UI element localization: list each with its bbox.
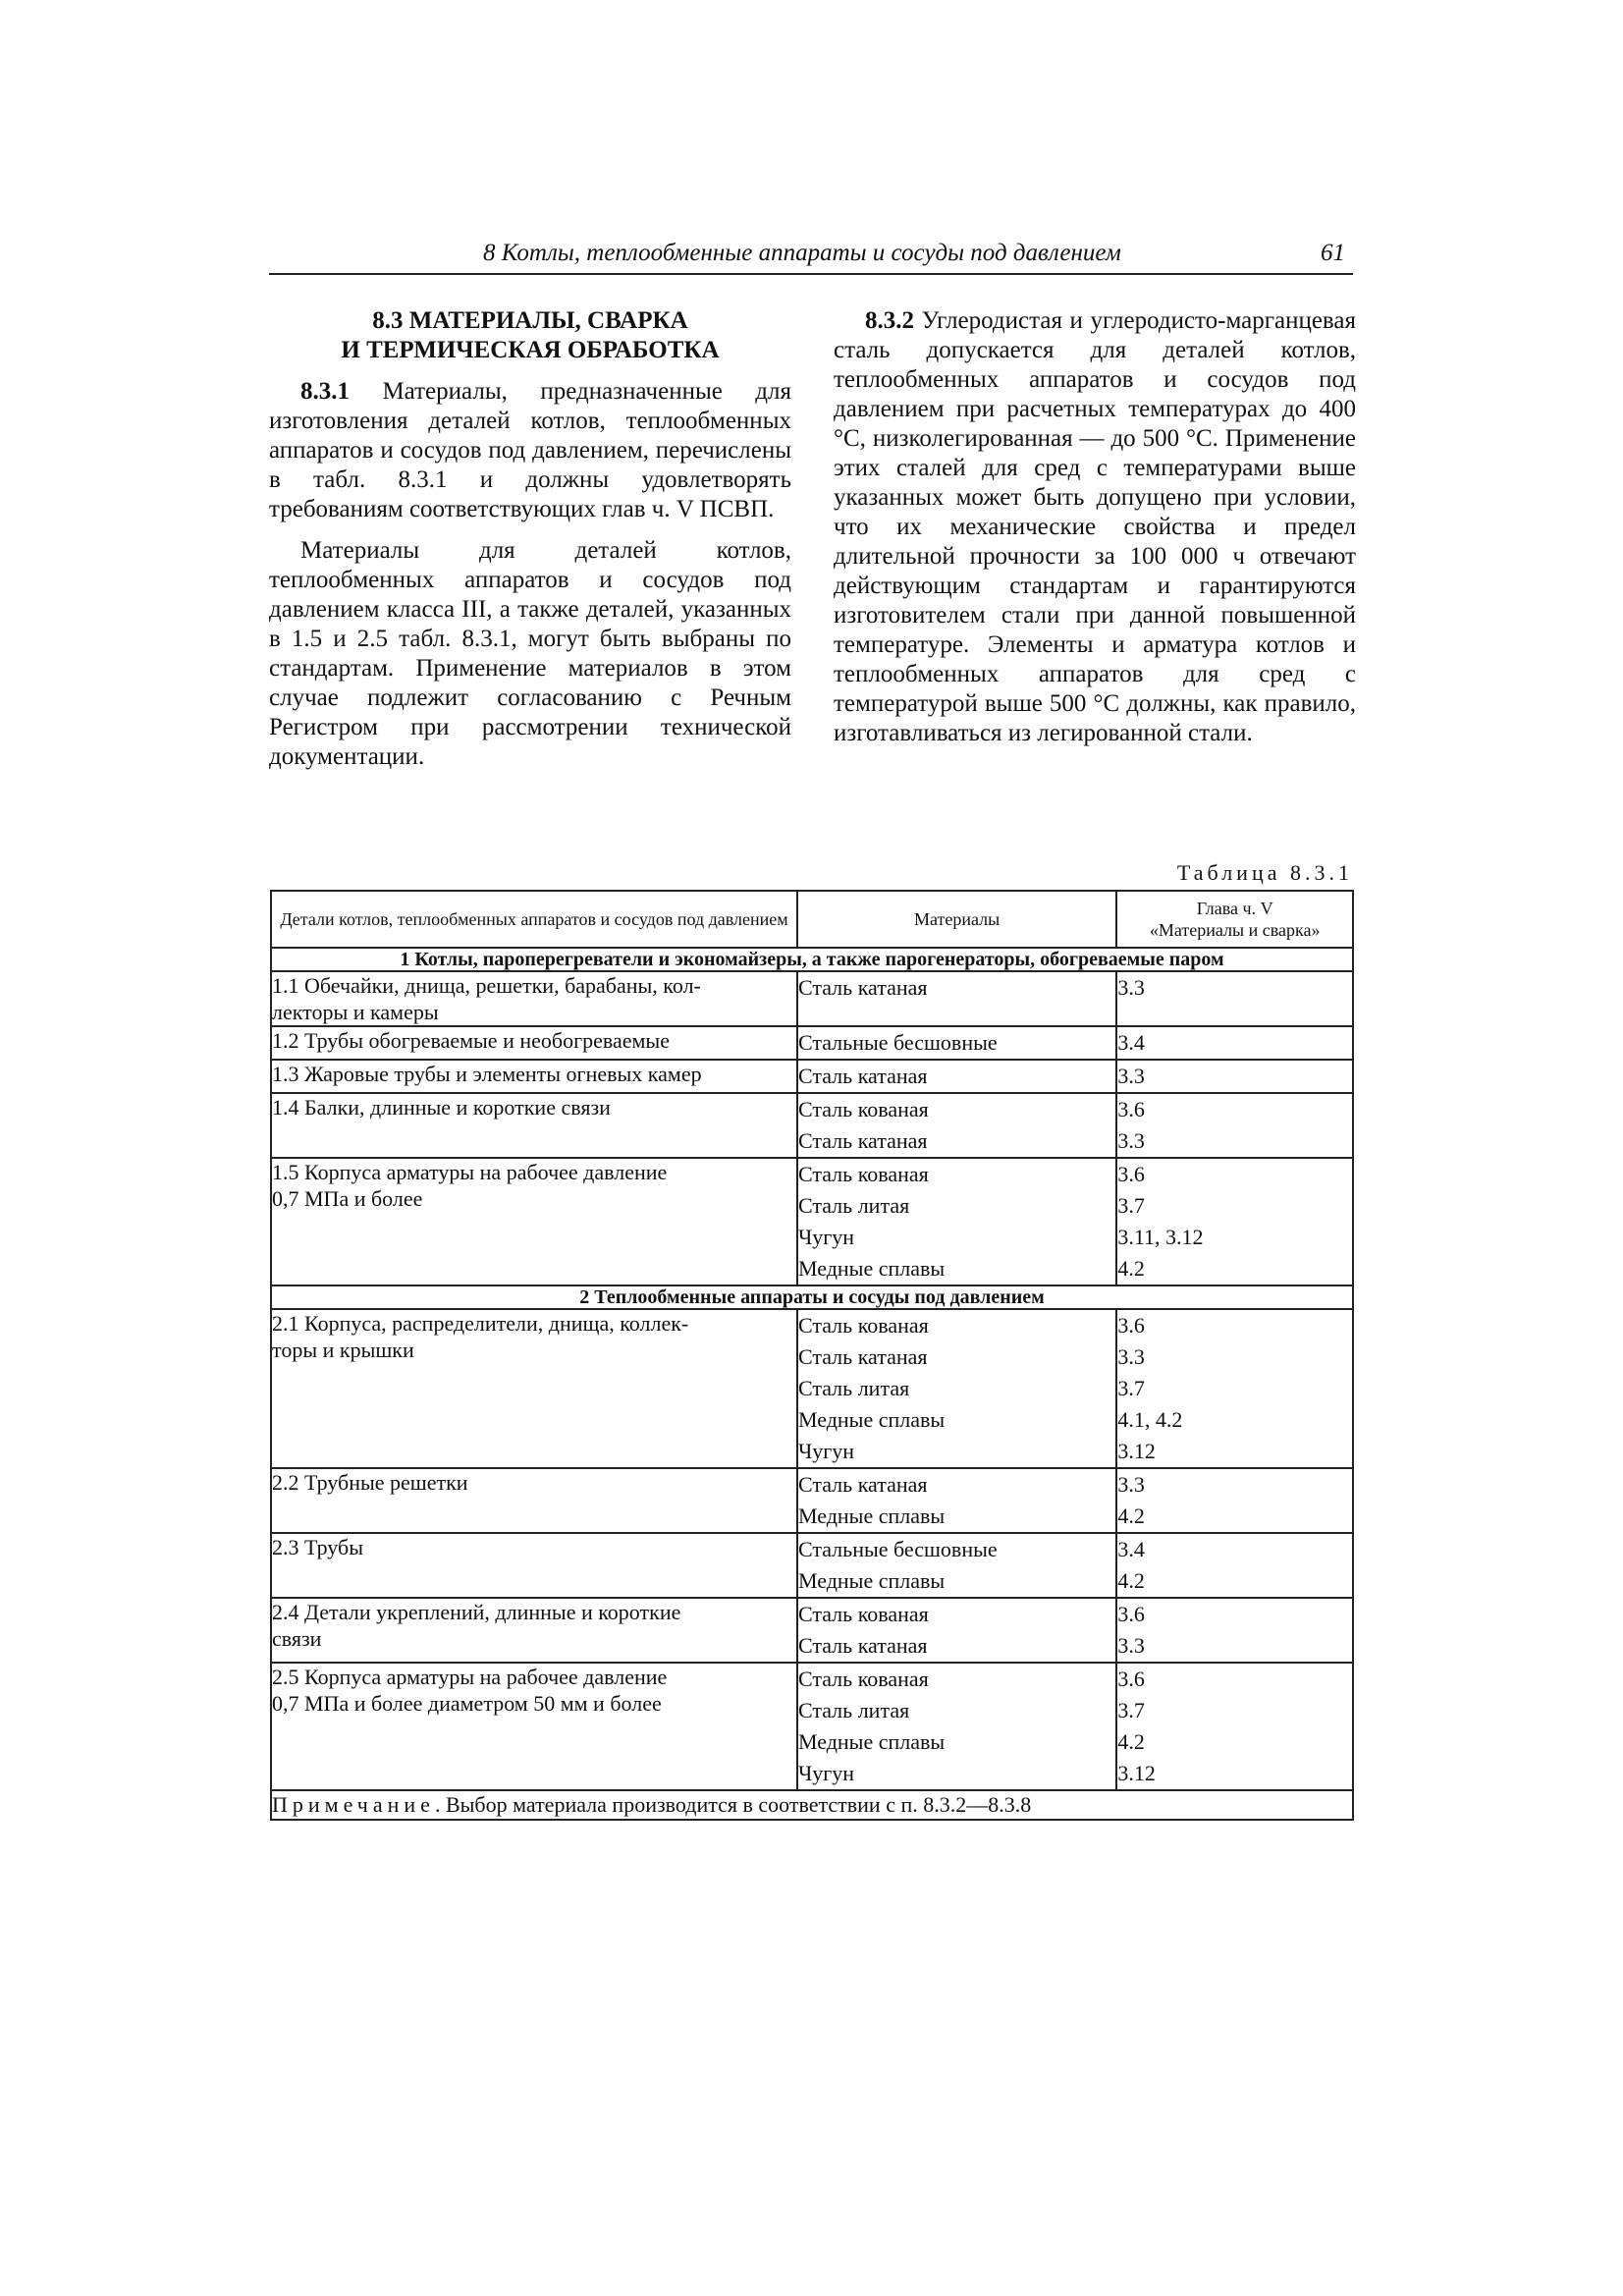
table-row — [271, 1026, 1353, 1060]
chapter-cell-line: 4.2 — [1117, 1568, 1145, 1593]
header-details: Детали котлов, теплообменных аппаратов и сосудов под давлением — [271, 891, 797, 948]
chapter-cell-line: 3.11, 3.12 — [1117, 1225, 1204, 1249]
paragraph-text: Материалы, предназначенные для изготовления деталей котлов, теплообменных аппаратов и сосудов под давлением, перечислены в табл. 8.3.1 и должны удовлетворять требованиям соответствующих глав ч. V ПСВП. — [269, 378, 791, 522]
header-title: 8 Котлы, теплообменные аппараты и сосуды под давлением — [483, 240, 1121, 266]
detail-cell-line: 2.5 Корпуса арматуры на рабочее давление — [272, 1665, 668, 1689]
paragraph-8-3-1 — [269, 377, 791, 524]
section-title-line-2: И ТЕРМИЧЕСКАЯ ОБРАБОТКА — [341, 337, 720, 363]
chapter-cell-line: 3.7 — [1117, 1698, 1145, 1722]
detail-cell-line: 2.1 Корпуса, распределители, днища, коллек- — [272, 1311, 689, 1336]
material-cell-line: Медные сплавы — [797, 1503, 946, 1528]
table-row — [271, 1663, 1353, 1790]
chapter-cell-line: 3.4 — [1117, 1537, 1145, 1561]
material-cell-line: Сталь катаная — [797, 1344, 928, 1369]
table-row — [271, 1533, 1353, 1598]
chapter-cell-line: 4.2 — [1117, 1256, 1145, 1281]
chapter-cell-line: 3.7 — [1117, 1376, 1145, 1400]
section-row — [271, 948, 1353, 971]
detail-cell-line: 1.2 Трубы обогреваемые и необогреваемые — [272, 1028, 670, 1053]
table-note — [271, 1790, 1353, 1820]
detail-cell-line: лекторы и камеры — [272, 1000, 439, 1024]
chapter-cell — [1116, 1158, 1353, 1285]
material-cell — [797, 1533, 1116, 1598]
section-title — [269, 306, 791, 365]
material-cell — [797, 1309, 1116, 1468]
material-cell — [797, 1598, 1116, 1663]
chapter-cell — [1116, 1060, 1353, 1093]
chapter-cell-line: 3.4 — [1117, 1030, 1145, 1055]
chapter-cell-line: 4.2 — [1117, 1729, 1145, 1754]
chapter-cell-line: 3.3 — [1117, 1064, 1145, 1088]
detail-cell-line: 1.5 Корпуса арматуры на рабочее давление — [272, 1160, 668, 1184]
material-cell — [797, 1663, 1116, 1790]
section-heading: 1 Котлы, пароперегреватели и экономайзеры, а также парогенераторы, обогреваемые паром — [271, 948, 1353, 971]
detail-cell-line: 1.3 Жаровые трубы и элементы огневых камер — [272, 1062, 702, 1086]
detail-cell — [271, 1060, 797, 1093]
chapter-cell-line: 3.6 — [1117, 1162, 1145, 1186]
running-header — [269, 236, 1353, 275]
chapter-cell — [1116, 1598, 1353, 1663]
header-chapter — [1116, 891, 1353, 948]
chapter-cell-line: 3.12 — [1117, 1761, 1156, 1785]
detail-cell — [271, 1309, 797, 1468]
header-chapter-line-2: «Материалы и сварка» — [1149, 920, 1321, 940]
material-cell — [797, 1158, 1116, 1285]
paragraph-8-3-2 — [834, 306, 1356, 748]
chapter-cell-line: 3.6 — [1117, 1667, 1145, 1691]
material-cell-line: Чугун — [797, 1225, 855, 1249]
detail-cell — [271, 1093, 797, 1158]
material-cell-line: Сталь катаная — [797, 1472, 928, 1497]
clause-number: 8.3.1 — [300, 378, 350, 405]
table-row — [271, 1060, 1353, 1093]
section-row — [271, 1285, 1353, 1309]
chapter-cell — [1116, 1309, 1353, 1468]
table-row — [271, 1093, 1353, 1158]
chapter-cell-line: 3.3 — [1117, 1128, 1145, 1153]
header-chapter-line-1: Глава ч. V — [1196, 899, 1273, 918]
detail-cell-line: связи — [272, 1626, 322, 1651]
header-materials: Материалы — [797, 891, 1116, 948]
chapter-cell-line: 3.6 — [1117, 1097, 1145, 1121]
detail-cell — [271, 1026, 797, 1060]
clause-number: 8.3.2 — [865, 307, 914, 334]
material-cell — [797, 971, 1116, 1026]
detail-cell — [271, 1158, 797, 1285]
chapter-cell-line: 3.12 — [1117, 1439, 1156, 1463]
chapter-cell — [1116, 1468, 1353, 1533]
chapter-cell — [1116, 1663, 1353, 1790]
material-cell-line: Стальные бесшовные — [797, 1537, 998, 1561]
material-cell-line: Сталь литая — [797, 1376, 910, 1400]
detail-cell-line: 2.2 Трубные решетки — [272, 1470, 468, 1495]
material-cell-line: Медные сплавы — [797, 1256, 946, 1281]
material-cell-line: Сталь кованая — [797, 1313, 929, 1338]
material-cell-line: Сталь катаная — [797, 1633, 928, 1658]
detail-cell-line: 2.4 Детали укреплений, длинные и короткие — [272, 1600, 681, 1624]
chapter-cell-line: 3.3 — [1117, 1472, 1145, 1497]
material-cell-line: Сталь литая — [797, 1193, 910, 1218]
material-cell — [797, 1026, 1116, 1060]
material-cell-line: Чугун — [797, 1761, 855, 1785]
detail-cell-line: 2.3 Трубы — [272, 1535, 363, 1559]
table-body — [271, 948, 1353, 1790]
table-row — [271, 971, 1353, 1026]
chapter-cell — [1116, 1026, 1353, 1060]
material-cell-line: Медные сплавы — [797, 1568, 946, 1593]
material-cell-line: Сталь кованая — [797, 1667, 929, 1691]
detail-cell-line: 1.4 Балки, длинные и короткие связи — [272, 1095, 611, 1120]
material-cell-line: Сталь кованая — [797, 1097, 929, 1121]
chapter-cell-line: 3.3 — [1117, 1633, 1145, 1658]
table-row — [271, 1468, 1353, 1533]
material-cell-line: Сталь кованая — [797, 1162, 929, 1186]
paragraph-text: Углеродистая и углеродисто-марганцевая сталь допускается для деталей котлов, теплообменных аппаратов и сосудов под давлением при расчетных температурах до 400 °C, низколегированная — до 500 °C. Применение этих сталей для сред с температурами выше указанных может быть допущено при условии, что их механические свойства и предел длительной прочности за 100 000 ч отвечают действующим стандартам и гарантируются изготовителем стали при данной повышенной температуре. Элементы и арматура котлов и теплообменных аппаратов для сред с температурой выше 500 °C должны, как правило, изготавливаться из легированной стали. — [834, 307, 1356, 746]
table-row — [271, 1309, 1353, 1468]
table-header-row — [271, 891, 1353, 948]
chapter-cell-line: 3.7 — [1117, 1193, 1145, 1218]
material-cell — [797, 1093, 1116, 1158]
material-cell — [797, 1060, 1116, 1093]
material-cell-line: Медные сплавы — [797, 1729, 946, 1754]
material-cell-line: Сталь катаная — [797, 975, 928, 1000]
material-cell-line: Чугун — [797, 1439, 855, 1463]
note-text: . Выбор материала производится в соответствии с п. 8.3.2—8.3.8 — [434, 1792, 1032, 1817]
chapter-cell — [1116, 1533, 1353, 1598]
detail-cell — [271, 1533, 797, 1598]
material-cell-line: Сталь катаная — [797, 1128, 928, 1153]
table-row — [271, 1158, 1353, 1285]
detail-cell-line: 0,7 МПа и более диаметром 50 мм и более — [272, 1691, 662, 1716]
right-column — [834, 306, 1356, 760]
detail-cell-line: 0,7 МПа и более — [272, 1186, 423, 1211]
detail-cell — [271, 1598, 797, 1663]
detail-cell — [271, 971, 797, 1026]
detail-cell-line: торы и крышки — [272, 1338, 414, 1362]
material-cell-line: Сталь литая — [797, 1698, 910, 1722]
table-note-row — [271, 1790, 1353, 1820]
paragraph-materials: Материалы для деталей котлов, теплообменных аппаратов и сосудов под давлением класса III, а также деталей, указанных в 1.5 и 2.5 табл. 8.3.1, могут быть выбраны по стандартам. Применение материалов в этом случае подлежит согласованию с Речным Регистром при рассмотрении технической документации. — [269, 537, 791, 770]
detail-cell — [271, 1468, 797, 1533]
table-row — [271, 1598, 1353, 1663]
chapter-cell-line: 3.3 — [1117, 1344, 1145, 1369]
chapter-cell-line: 3.6 — [1117, 1313, 1145, 1338]
material-cell-line: Медные сплавы — [797, 1407, 946, 1432]
page-number: 61 — [1321, 240, 1345, 266]
section-title-line-1: 8.3 МАТЕРИАЛЫ, СВАРКА — [372, 307, 688, 334]
note-label: Примечание — [272, 1792, 435, 1817]
section-heading: 2 Теплообменные аппараты и сосуды под давлением — [271, 1285, 1353, 1309]
material-cell — [797, 1468, 1116, 1533]
chapter-cell-line: 4.2 — [1117, 1503, 1145, 1528]
chapter-cell-line: 4.1, 4.2 — [1117, 1407, 1183, 1432]
material-cell-line: Стальные бесшовные — [797, 1030, 998, 1055]
chapter-cell-line: 3.6 — [1117, 1602, 1145, 1626]
material-cell-line: Сталь катаная — [797, 1064, 928, 1088]
material-cell-line: Сталь кованая — [797, 1602, 929, 1626]
table-caption: Таблица 8.3.1 — [1176, 860, 1353, 885]
chapter-cell — [1116, 1093, 1353, 1158]
chapter-cell-line: 3.3 — [1117, 975, 1145, 1000]
detail-cell-line: 1.1 Обечайки, днища, решетки, барабаны, кол- — [272, 973, 701, 998]
materials-table — [270, 890, 1354, 1821]
chapter-cell — [1116, 971, 1353, 1026]
left-column — [269, 306, 791, 784]
detail-cell — [271, 1663, 797, 1790]
